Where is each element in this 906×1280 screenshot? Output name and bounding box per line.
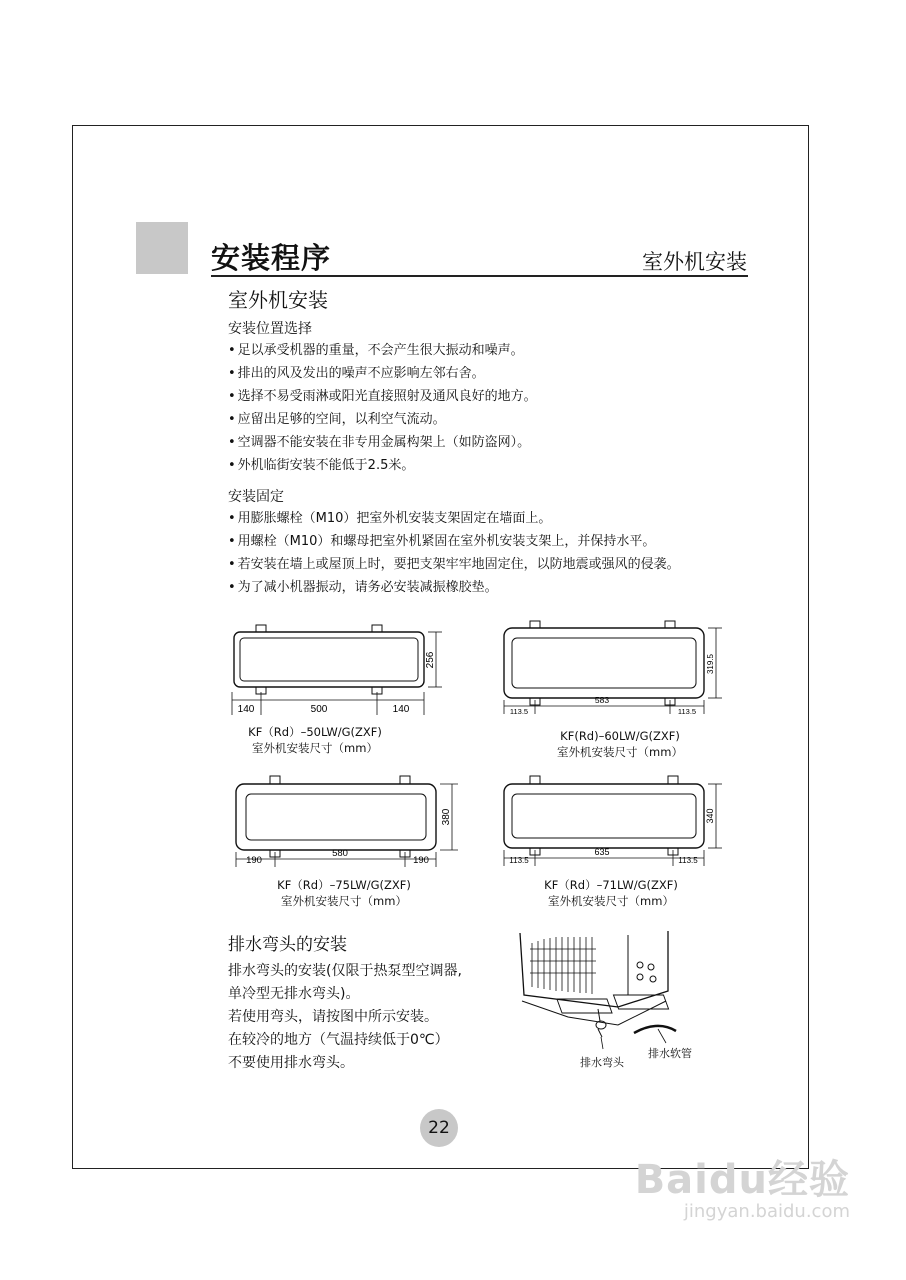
diagram-caption xyxy=(254,877,434,909)
title-divider xyxy=(211,275,748,277)
list-item: • 排出的风及发出的噪声不应影响左邻右舍。 xyxy=(228,362,537,385)
section-marker xyxy=(136,222,188,274)
list-item: • 用螺栓（M10）和螺母把室外机紧固在室外机安装支架上，并保持水平。 xyxy=(228,530,680,553)
dim-middle: 500 xyxy=(310,704,328,715)
section-label: 室外机安装 xyxy=(642,250,747,274)
text-line: 在较冷的地方（气温持续低于0℃） xyxy=(228,1032,449,1048)
list-item: • 外机临街安装不能低于2.5米。 xyxy=(228,454,537,477)
list-item: • 为了减小机器振动，请务必安装减振橡胶垫。 xyxy=(228,576,680,599)
section-heading: 室外机安装 xyxy=(228,288,328,312)
text-line: 不要使用排水弯头。 xyxy=(228,1055,354,1071)
dim-middle: 583 xyxy=(594,695,610,705)
list-item: • 若安装在墙上或屋顶上时，要把支架牢牢地固定住，以防地震或强风的侵袭。 xyxy=(228,553,680,576)
dim-height: 319.5 xyxy=(706,653,715,675)
fixing-list xyxy=(228,507,680,599)
unit-dimension-diagram xyxy=(500,618,730,718)
fixing-heading: 安装固定 xyxy=(228,489,284,505)
location-list xyxy=(228,339,537,477)
diagram-caption xyxy=(220,724,410,756)
list-item: • 用膨胀螺栓（M10）把室外机安装支架固定在墙面上。 xyxy=(228,507,680,530)
elbow-label: 排水弯头 xyxy=(580,1056,624,1069)
watermark-logo: Baidu经验 xyxy=(634,1157,850,1203)
watermark-url: jingyan.baidu.com xyxy=(683,1201,850,1222)
dim-height: 256 xyxy=(425,651,436,669)
model-label: KF（Rd）–50LW/G(ZXF) xyxy=(248,725,382,739)
dim-height: 340 xyxy=(705,808,715,824)
model-label: KF(Rd)–60LW/G(ZXF) xyxy=(560,729,680,743)
dim-right: 190 xyxy=(413,855,429,866)
location-heading: 安装位置选择 xyxy=(228,321,312,337)
model-label: KF（Rd）–75LW/G(ZXF) xyxy=(277,878,411,892)
diagram-caption xyxy=(521,877,701,909)
watermark xyxy=(635,1148,850,1222)
unit-dimension-diagram xyxy=(500,772,730,872)
dim-middle: 580 xyxy=(332,848,348,859)
dim-left: 113.5 xyxy=(509,856,529,865)
text-line: 单冷型无排水弯头)。 xyxy=(228,986,360,1002)
dim-right: 113.5 xyxy=(677,707,697,716)
caption-label: 室外机安装尺寸（mm） xyxy=(281,894,407,908)
list-item: • 空调器不能安装在非专用金属构架上（如防盗网）。 xyxy=(228,431,537,454)
text-line: 若使用弯头，请按图中所示安装。 xyxy=(228,1009,438,1025)
list-item: • 足以承受机器的重量，不会产生很大振动和噪声。 xyxy=(228,339,537,362)
dim-right: 140 xyxy=(392,704,410,715)
model-label: KF（Rd）–71LW/G(ZXF) xyxy=(544,878,678,892)
caption-label: 室外机安装尺寸（mm） xyxy=(548,894,674,908)
dim-height: 380 xyxy=(441,808,452,826)
diagram-caption xyxy=(525,728,715,760)
dim-middle: 635 xyxy=(594,847,610,857)
dim-right: 113.5 xyxy=(678,856,698,865)
drain-heading: 排水弯头的安装 xyxy=(228,935,347,955)
unit-dimension-diagram xyxy=(224,620,444,720)
unit-dimension-diagram xyxy=(232,772,462,872)
page-number: 22 xyxy=(420,1109,458,1147)
text-line: 排水弯头的安装(仅限于热泵型空调器, xyxy=(228,963,462,979)
dim-left: 140 xyxy=(237,704,255,715)
drain-elbow-illustration xyxy=(508,925,708,1050)
dim-left: 113.5 xyxy=(509,707,529,716)
dim-left: 190 xyxy=(246,855,262,866)
caption-label: 室外机安装尺寸（mm） xyxy=(252,741,378,755)
list-item: • 选择不易受雨淋或阳光直接照射及通风良好的地方。 xyxy=(228,385,537,408)
page-title: 安装程序 xyxy=(211,241,332,275)
hose-label: 排水软管 xyxy=(648,1047,692,1060)
caption-label: 室外机安装尺寸（mm） xyxy=(557,745,683,759)
list-item: • 应留出足够的空间，以利空气流动。 xyxy=(228,408,537,431)
drain-description xyxy=(228,960,462,1075)
